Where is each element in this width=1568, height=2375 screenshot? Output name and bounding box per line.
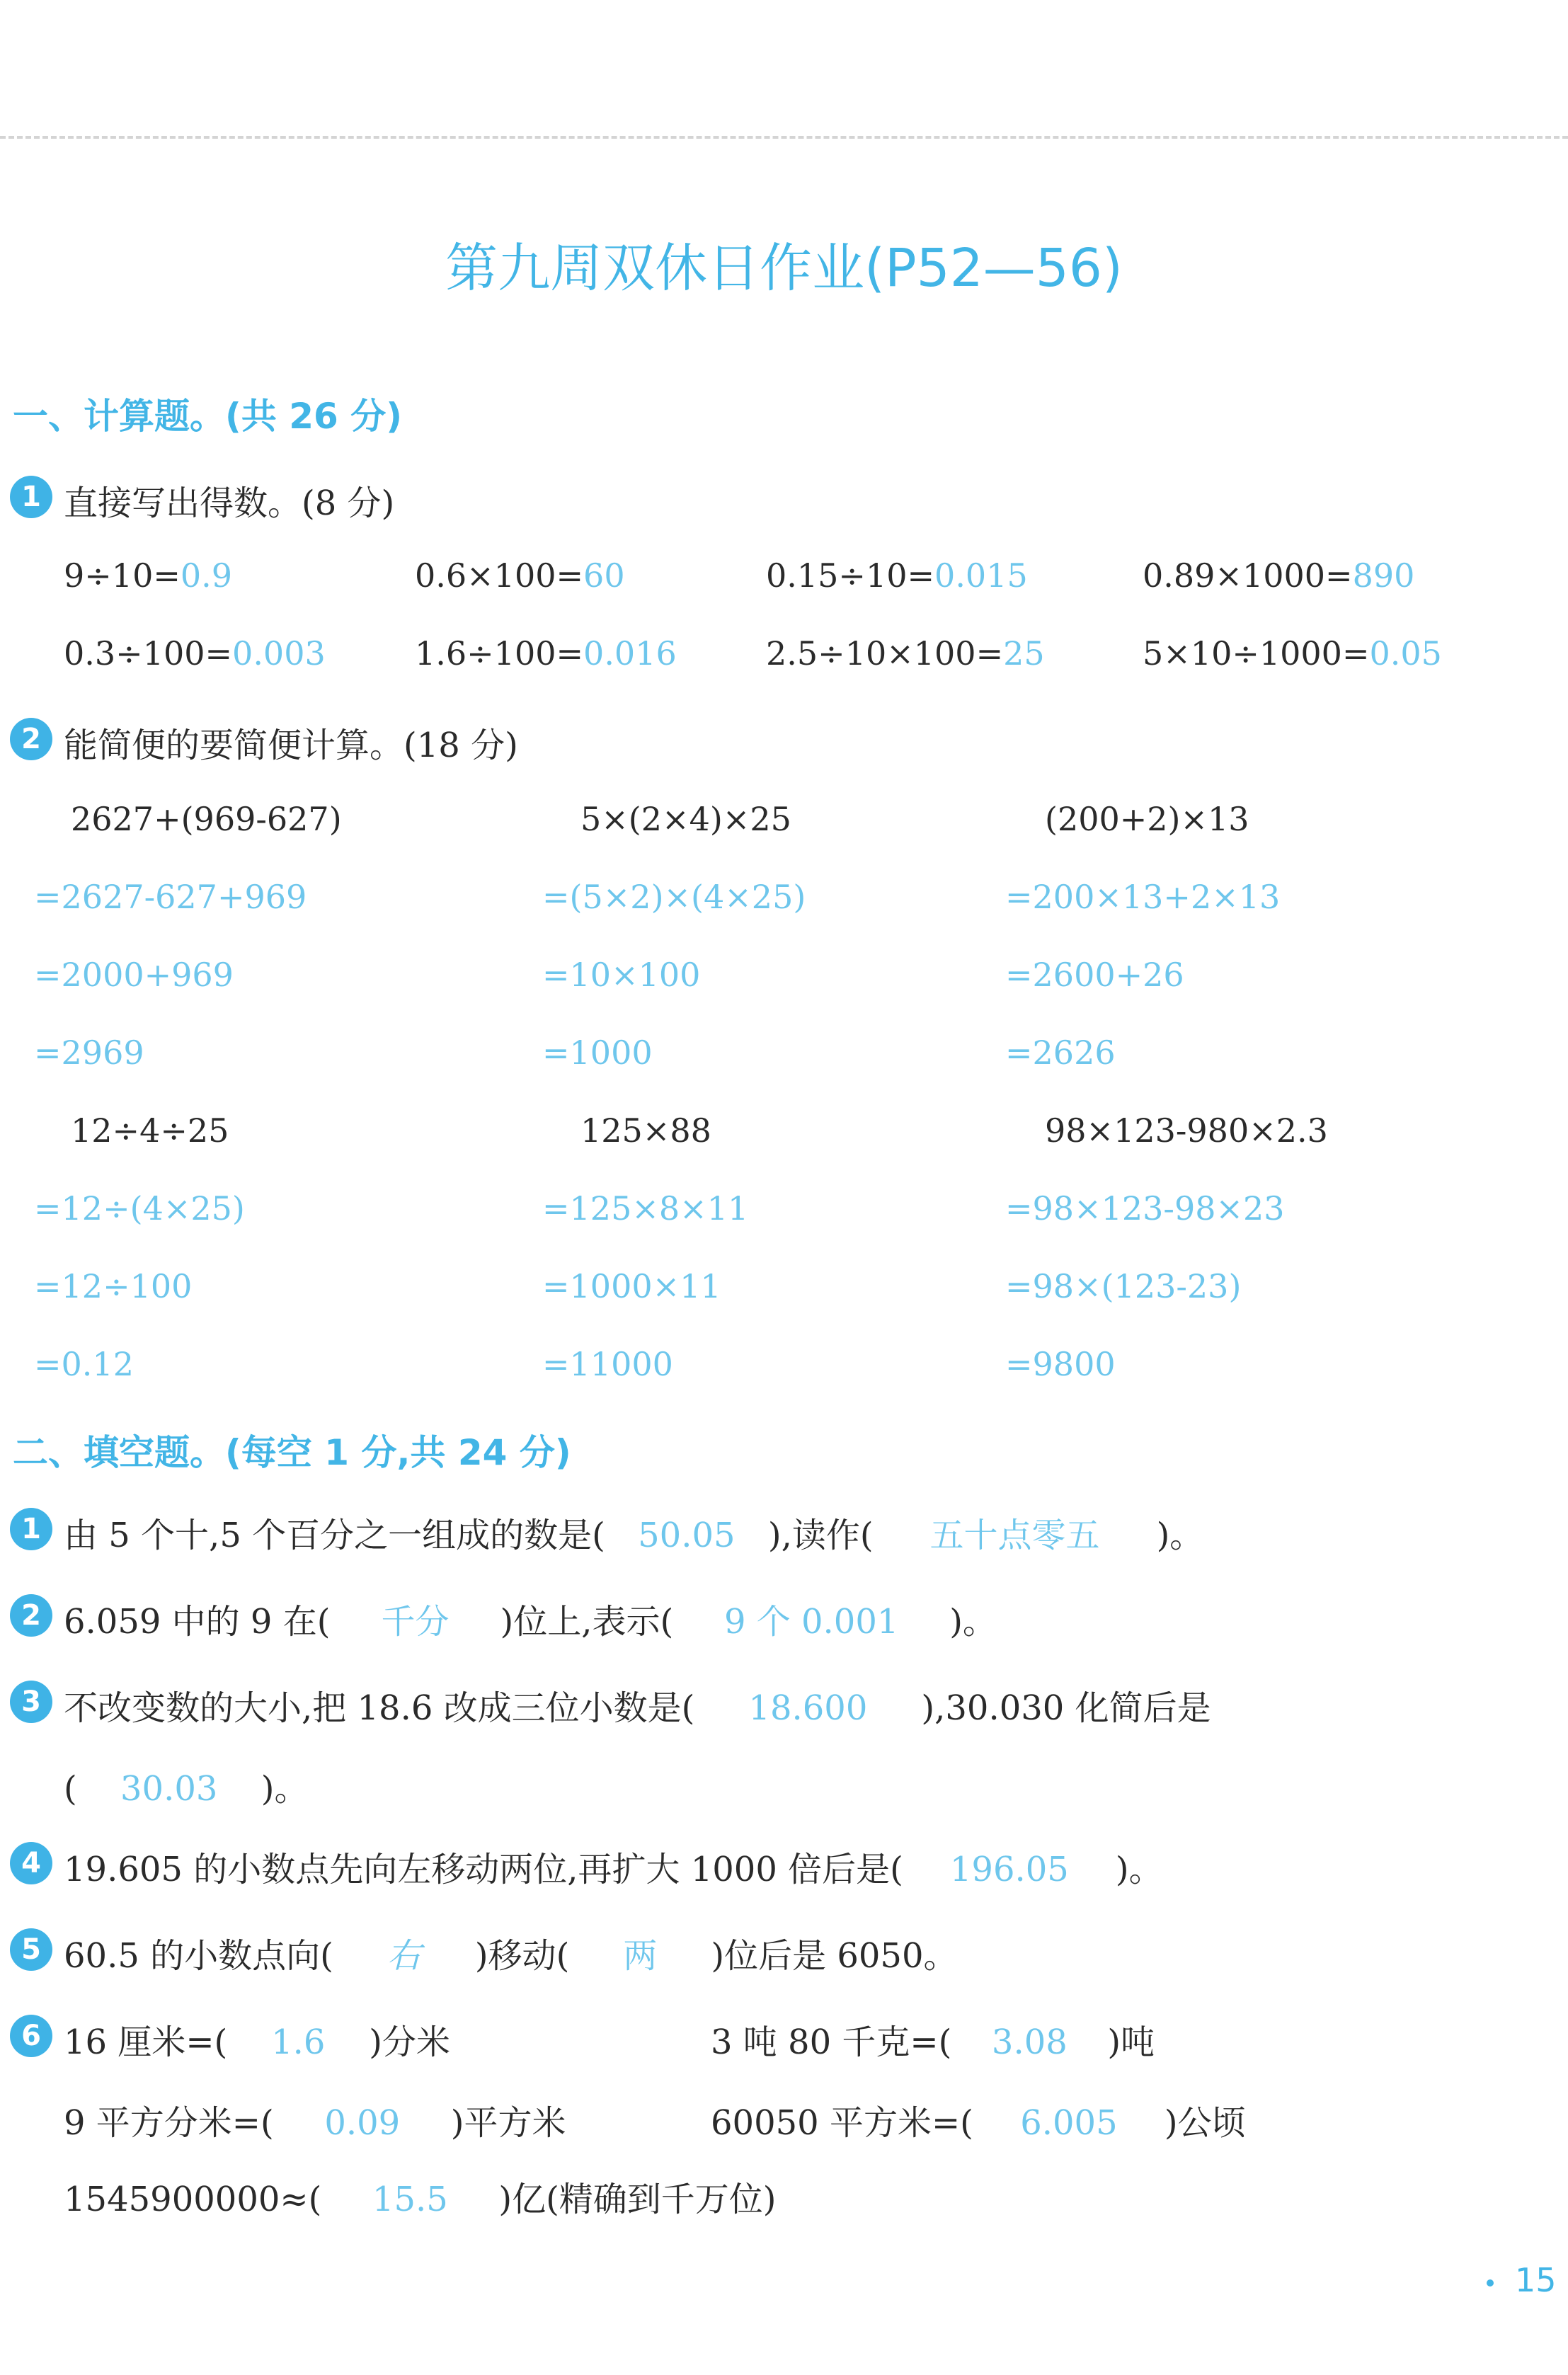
fill-question: 6.059 中的 9 在( 千分 )位上,表示( 9 个 0.001 )。 — [64, 1602, 997, 1642]
solution-step: =2600+26 — [1005, 956, 1184, 994]
question-number-badge: 1 — [10, 1508, 52, 1550]
solution-step: =2626 — [1005, 1034, 1116, 1072]
question-number-badge: 5 — [10, 1928, 52, 1971]
question-number-badge: 1 — [10, 476, 52, 518]
fill-question: 60.5 的小数点向( 右 )移动( 两 )位后是 6050。 — [64, 1936, 958, 1976]
solution-step: =10×100 — [542, 956, 701, 994]
oral-calc-item: 1.6÷100=0.016 — [415, 634, 677, 673]
solution-step: =1000 — [542, 1034, 653, 1072]
section-heading-fill-blanks: 二、填空题。(每空 1 分,共 24 分) — [13, 1432, 571, 1473]
unit-conversion-item: 9 平方分米=( 0.09 )平方米 — [64, 2103, 566, 2143]
section-heading-calculation: 一、计算题。(共 26 分) — [13, 396, 403, 437]
solution-step: =9800 — [1005, 1345, 1116, 1383]
problem-expression: (200+2)×13 — [1045, 800, 1249, 838]
fill-question: 由 5 个十,5 个百分之一组成的数是( 50.05 ),读作( 五十点零五 )。 — [64, 1516, 1204, 1555]
solution-step: =1000×11 — [542, 1267, 721, 1305]
solution-step: =200×13+2×13 — [1005, 878, 1281, 916]
unit-conversion-item: 1545900000≈( 15.5 )亿(精确到千万位) — [64, 2180, 777, 2219]
oral-calc-item: 0.89×1000=890 — [1143, 556, 1415, 595]
page-number-dot — [1487, 2279, 1494, 2287]
solution-step: =98×(123-23) — [1005, 1267, 1242, 1305]
fill-question: 不改变数的大小,把 18.6 改成三位小数是( 18.600 ),30.030 化简后是 — [64, 1688, 1211, 1728]
solution-step: =11000 — [542, 1345, 673, 1383]
solution-step: =2627-627+969 — [34, 878, 307, 916]
solution-step: =12÷(4×25) — [34, 1189, 245, 1227]
problem-expression: 2627+(969-627) — [71, 800, 342, 838]
question-number-badge: 2 — [10, 1594, 52, 1637]
solution-step: =(5×2)×(4×25) — [542, 878, 806, 916]
unit-conversion-item: 60050 平方米=( 6.005 )公顷 — [711, 2103, 1246, 2143]
unit-conversion-item: 16 厘米=( 1.6 )分米 — [64, 2022, 451, 2062]
problem-expression: 5×(2×4)×25 — [580, 800, 791, 838]
question-number-badge: 3 — [10, 1681, 52, 1723]
solution-step: =2969 — [34, 1034, 144, 1072]
question-number-badge: 6 — [10, 2015, 52, 2057]
solution-step: =125×8×11 — [542, 1189, 749, 1227]
problem-expression: 125×88 — [580, 1111, 711, 1150]
oral-calc-item: 2.5÷10×100=25 — [766, 634, 1045, 673]
problem-expression: 12÷4÷25 — [71, 1111, 229, 1150]
solution-step: =2000+969 — [34, 956, 234, 994]
oral-calc-item: 0.15÷10=0.015 — [766, 556, 1028, 595]
fill-question: 19.605 的小数点先向左移动两位,再扩大 1000 倍后是( 196.05 )。 — [64, 1850, 1163, 1889]
oral-calc-item: 0.3÷100=0.003 — [64, 634, 326, 673]
oral-calc-item: 5×10÷1000=0.05 — [1143, 634, 1442, 673]
unit-conversion-item: 3 吨 80 千克=( 3.08 )吨 — [711, 2022, 1155, 2062]
solution-step: =12÷100 — [34, 1267, 193, 1305]
question-text: 能简便的要简便计算。(18 分) — [64, 726, 518, 765]
question-text: 直接写出得数。(8 分) — [64, 483, 395, 523]
question-number-badge: 2 — [10, 718, 52, 760]
page-number: 15 — [1487, 2261, 1557, 2299]
page-title: 第九周双休日作业(P52—56) — [445, 238, 1123, 299]
top-dashed-divider — [0, 136, 1568, 139]
problem-expression: 98×123-980×2.3 — [1045, 1111, 1328, 1150]
question-number-badge: 4 — [10, 1842, 52, 1884]
oral-calc-item: 0.6×100=60 — [415, 556, 625, 595]
oral-calc-item: 9÷10=0.9 — [64, 556, 233, 595]
solution-step: =98×123-98×23 — [1005, 1189, 1285, 1227]
fill-question-continued: ( 30.03 )。 — [64, 1769, 309, 1809]
solution-step: =0.12 — [34, 1345, 134, 1383]
